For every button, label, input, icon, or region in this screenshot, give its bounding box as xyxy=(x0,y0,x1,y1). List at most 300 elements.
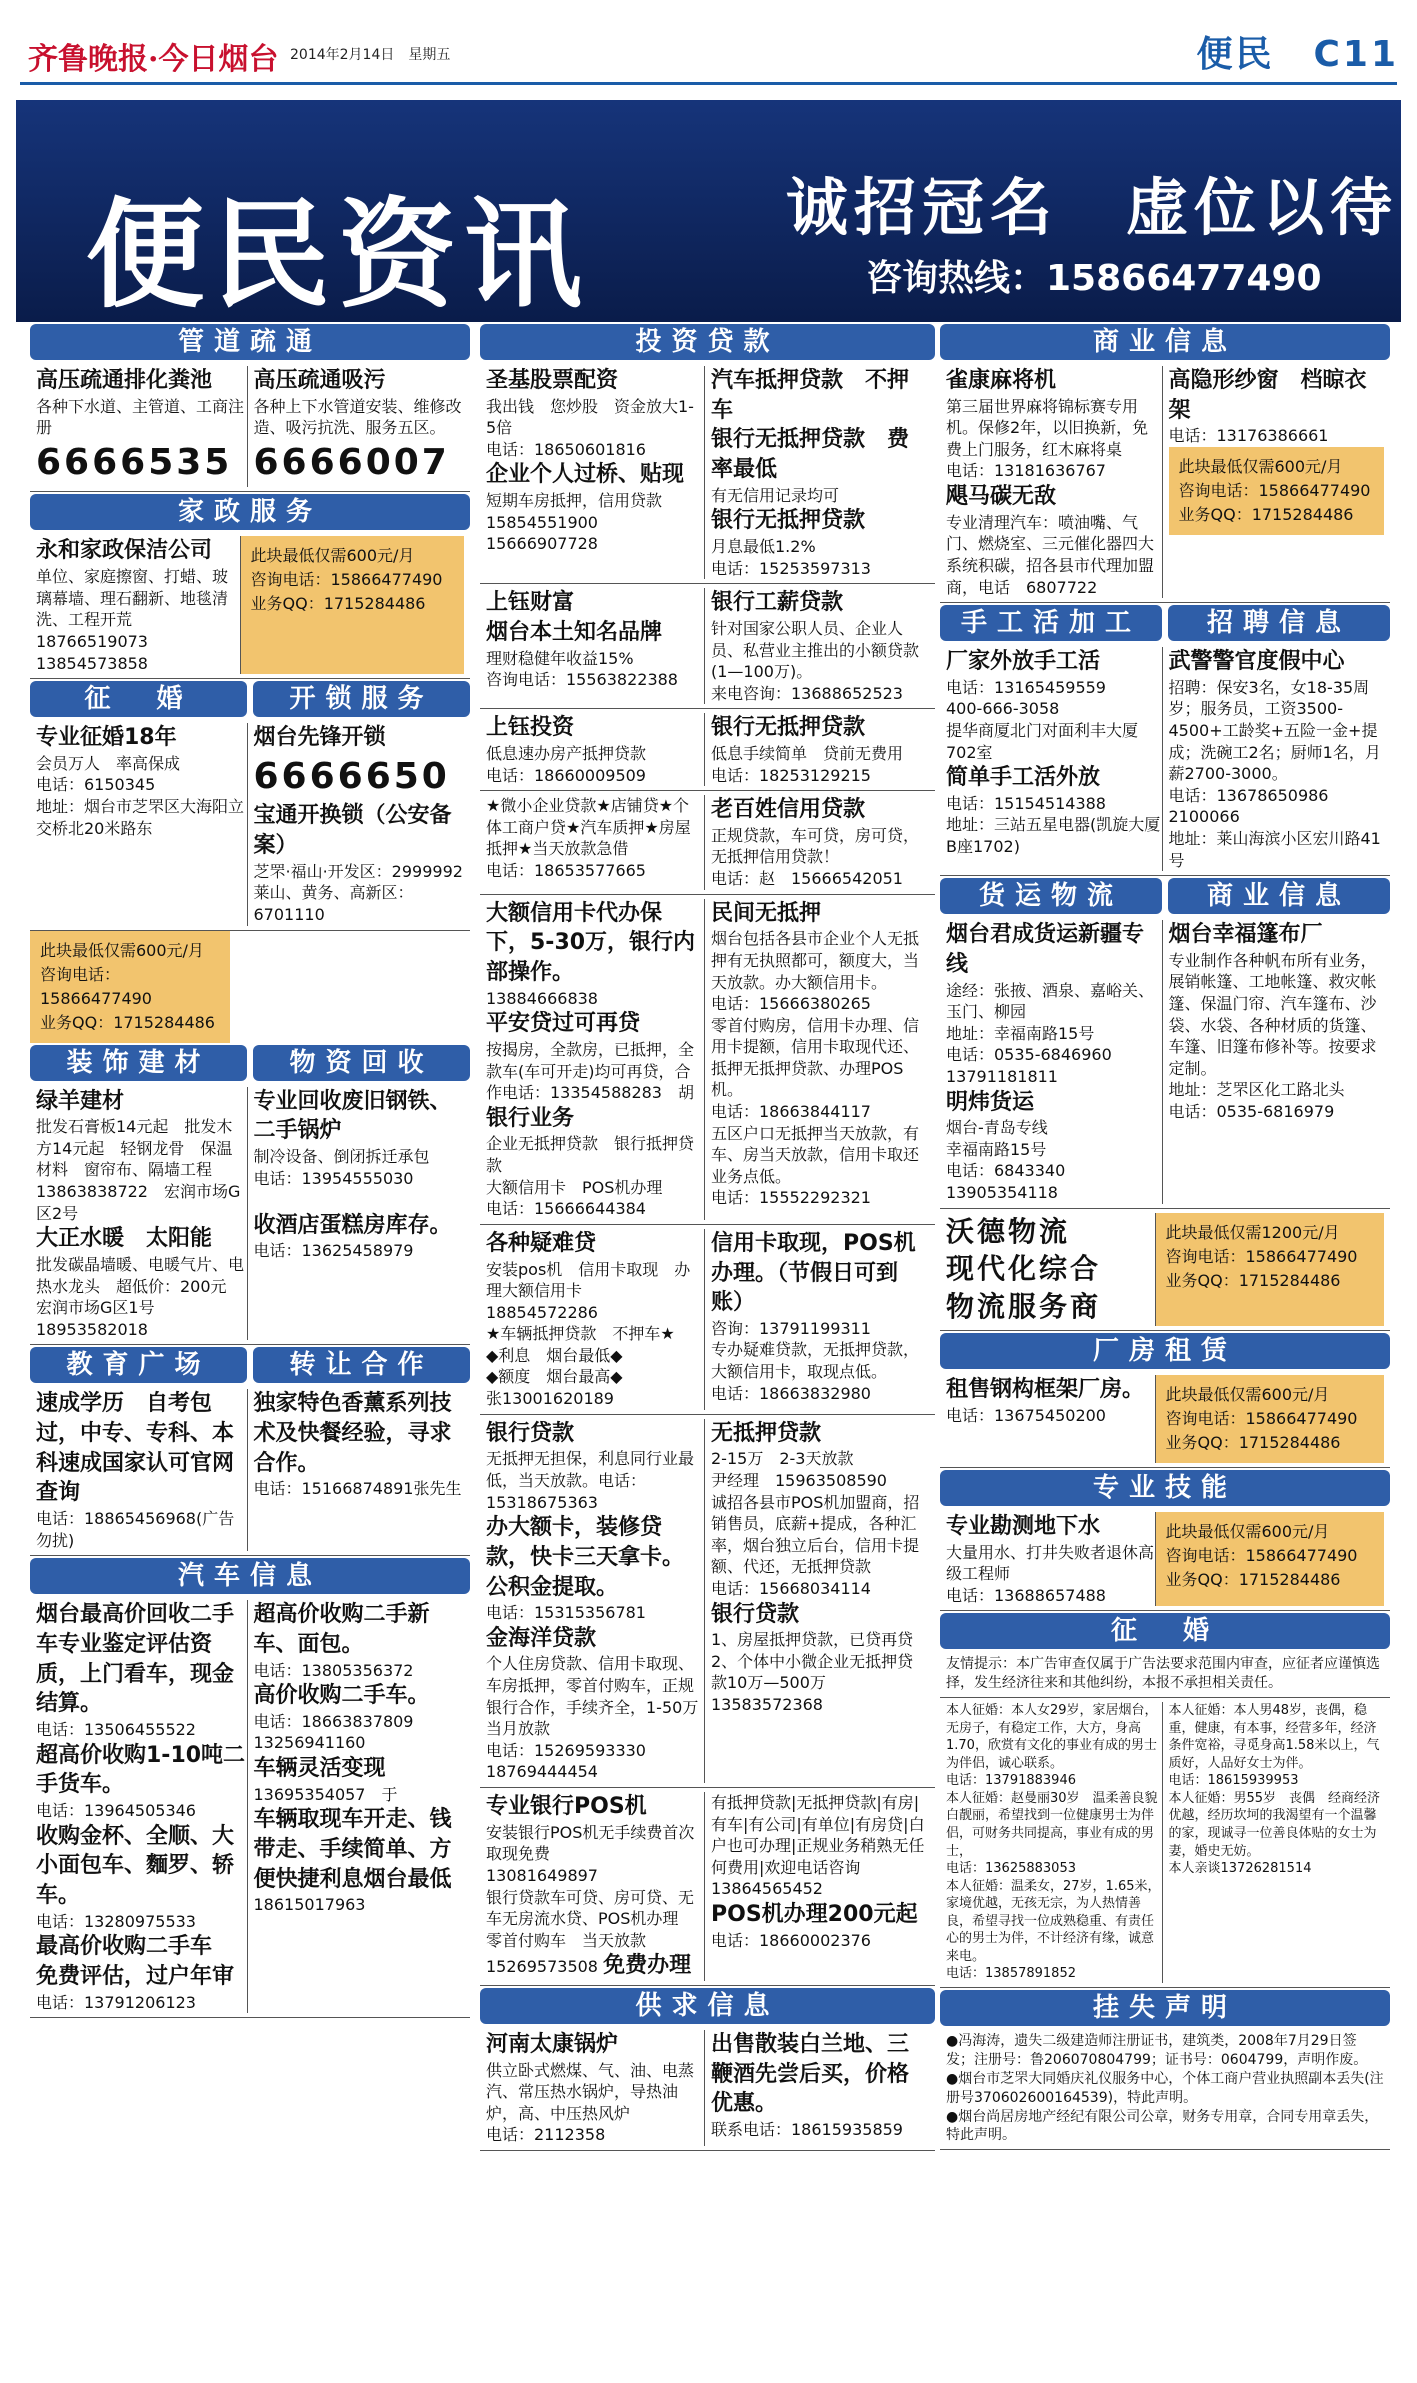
ad-title: 收酒店蛋糕房库存。 xyxy=(253,1212,452,1238)
banner-title: 便民资讯 xyxy=(86,185,591,322)
ad-title: 沃德物流 xyxy=(946,1214,1071,1248)
ad-title: 专业银行POS机 xyxy=(486,1794,647,1820)
placeholder-line: 此块最低仅需600元/月 xyxy=(250,546,415,566)
ad xyxy=(946,920,1163,1203)
ad-phone: 13864565452 xyxy=(711,1879,823,1899)
section-header: 专业技能 xyxy=(940,1470,1390,1506)
ad-title: 大正水暖 太阳能 xyxy=(36,1226,213,1252)
ad-row xyxy=(30,1083,470,1346)
ad-phone: 电话：18663837809 13256941160 xyxy=(253,1711,430,1753)
ad-text: ◆额度 烟台最高◆ xyxy=(486,1367,623,1387)
ad-text: 各种下水道、主管道、工商注册 xyxy=(36,396,245,438)
ad-text: 招聘：保安3名，女18-35周岁；服务员，工资3500-4500+工龄奖+五险一金+提成；洗碗工2名；厨师1名，月薪2700-3000。 xyxy=(1168,677,1381,784)
placeholder-line: 此块最低仅需600元/月 xyxy=(40,940,204,960)
ad-phone: 电话：6843340 13905354118 xyxy=(946,1161,1082,1202)
ad-title: 企业个人过桥、贴现 xyxy=(486,462,685,488)
placeholder-line: 咨询电话：15866477490 xyxy=(1165,1246,1358,1266)
ad-address: 宏润市场G区1号 xyxy=(36,1298,155,1318)
ad-phone: 联系电话：18615935859 xyxy=(711,2120,903,2140)
ad-phone: 电话：15253597313 xyxy=(711,558,871,578)
section-header: 汽车信息 xyxy=(30,1558,470,1594)
ad-phone: 电话：赵 15666542051 xyxy=(711,869,903,889)
section-header: 商业信息 xyxy=(1168,878,1390,914)
ad-text: 有抵押贷款|无抵押贷款|有房|有车|有公司|有单位|有房贷|白户也可办理|正规业务稍熟无任何费用|欢迎电话咨询 xyxy=(711,1793,925,1877)
ad-title: 烟台先锋开锁 xyxy=(253,725,386,751)
ad-row xyxy=(480,2026,935,2151)
ad-title: 武警警官度假中心 xyxy=(1168,649,1345,675)
section-header: 征 婚 xyxy=(30,681,247,717)
banner-slogan: 诚招冠名 虚位以待 xyxy=(786,171,1399,244)
ad-phone: 15269573508 xyxy=(486,1957,598,1977)
ad-title: 大额信用卡代办保下，5-30万，银行内部操作。 xyxy=(486,900,696,985)
ad-phone: 电话：13625458979 xyxy=(253,1241,414,1261)
column-left xyxy=(30,322,470,2018)
ad xyxy=(705,2030,929,2146)
ad-row xyxy=(480,709,935,791)
ad-phone: 13695354057 于 xyxy=(253,1784,398,1804)
placeholder-ad xyxy=(1156,1375,1385,1463)
ad xyxy=(1163,920,1385,1203)
ad-text: 途经：张掖、酒泉、嘉峪关、玉门、柳园 xyxy=(946,980,1155,1022)
ad xyxy=(946,1702,1163,1983)
ad-title: 绿羊建材 xyxy=(36,1088,125,1114)
ad-phone: 电话：18660009509 xyxy=(486,765,646,785)
ad xyxy=(248,723,465,925)
header-row xyxy=(30,1043,470,1083)
ad-text: 有无信用记录均可 xyxy=(711,485,840,505)
ad-phone: 电话：18653577665 xyxy=(486,860,646,880)
ad-phone: 电话：18253129215 xyxy=(711,765,871,785)
ad-address: 地址：烟台市芝罘区大海阳立交桥北20米路东 xyxy=(36,797,245,838)
ad-text: 理财稳健年收益15% xyxy=(486,648,634,668)
header-row xyxy=(940,876,1390,916)
placeholder-line: 此块最低仅需600元/月 xyxy=(1178,456,1343,476)
placeholder-line: 业务QQ：1715284486 xyxy=(1165,1270,1341,1290)
ad-text: 专业清理汽车：喷油嘴、气门、燃烧室、三元催化器四大系统积碳，招各县市代理加盟商，电话 6807722 xyxy=(946,512,1155,597)
ad-phone: 尹经理 15963508590 xyxy=(711,1470,887,1490)
ad-title: 雀康麻将机 xyxy=(946,368,1057,393)
ad-row xyxy=(30,532,470,679)
ad-phone: 400-666-3058 xyxy=(946,699,1060,719)
ad-title: 信用卡取现，POS机办理。（节假日可到账） xyxy=(711,1230,916,1316)
ad-phone: 18953582018 xyxy=(36,1319,148,1339)
ad-title: 各种疑难贷 xyxy=(486,1230,597,1256)
ad-title: 老百姓信用贷款 xyxy=(711,797,866,823)
ad-address: 地址：芝罘区化工路北头 xyxy=(1168,1080,1345,1100)
ad-phone: 电话：13791206123 xyxy=(36,1992,196,2012)
banner xyxy=(16,100,1401,322)
ad-phone: 电话：13506455522 xyxy=(36,1719,196,1739)
ad-title: POS机办理200元起 xyxy=(711,1902,918,1927)
ad-text: 批发石膏板14元起 批发木方14元起 轻钢龙骨 保温材料 窗帘布、隔墙工程 xyxy=(36,1117,233,1180)
ad-title: 高隐形纱窗 档晾衣架 xyxy=(1168,368,1367,423)
ad xyxy=(36,723,248,925)
ad xyxy=(248,1087,465,1341)
ad-row xyxy=(940,1698,1390,1988)
placeholder-line: 咨询电话：15866477490 xyxy=(1165,1545,1358,1565)
placeholder-line: 业务QQ：1715284486 xyxy=(250,594,426,614)
ad-text: 各种上下水管道安装、维修改造、吸污抗洗、服务五区。 xyxy=(253,396,462,438)
ad xyxy=(705,795,929,889)
ad-text: 安装pos机 信用卡取现 办理大额信用卡 xyxy=(486,1259,691,1301)
section-header: 招聘信息 xyxy=(1168,605,1390,641)
ad-phone: 莱山、黄务、高新区：6701110 xyxy=(253,883,414,924)
ad xyxy=(36,1087,248,1341)
ad-address: 提华商厦北门对面利丰大厦702室 xyxy=(946,721,1139,762)
ad-title: 专业回收废旧钢铁、二手锅炉 xyxy=(253,1088,452,1144)
ad-text: 会员万人 率高保成 xyxy=(36,753,181,773)
placeholder-line: 咨询电话：15866477490 xyxy=(1178,480,1371,500)
ad xyxy=(705,713,929,786)
ad-title: 租售钢构框架厂房。 xyxy=(946,1376,1145,1402)
ad-phone: 电话：15666380265 xyxy=(711,994,871,1014)
ad-text: 批发碳晶墙暖、电暖气片、电热水龙头 超低价：200元 xyxy=(36,1254,245,1296)
ad-phone: 本人亲谈13726281514 xyxy=(1168,1861,1312,1877)
ad-title: 专业征婚18年 xyxy=(36,725,177,751)
ad-text: 无抵押无担保，利息同行业最低，当天放款。电话：15318675363 xyxy=(486,1449,695,1512)
ad xyxy=(705,1792,929,1981)
ad-row xyxy=(940,1371,1390,1468)
ad-phone: 来电咨询：13688652523 xyxy=(711,683,903,703)
ad xyxy=(486,1419,705,1783)
placeholder-line: 此块最低仅需600元/月 xyxy=(1165,1521,1330,1541)
placeholder-line: 业务QQ：1715284486 xyxy=(1178,504,1354,524)
ad-text: 烟台包括各县市企业个人无抵押有无执照都可，额度大，当天放款。办大额信用卡。 xyxy=(711,929,920,992)
issue-date: 2014年2月14日 星期五 xyxy=(290,47,451,63)
notice-text: ●烟台尚居房地产经纪有限公司公章，财务专用章，合同专用章丢失，特此声明。 xyxy=(946,2108,1379,2144)
ad-phone: 电话：13678650986 2100066 xyxy=(1168,785,1345,827)
ad-title: 出售散装白兰地、三鞭酒先尝后买，价格优惠。 xyxy=(711,2031,910,2117)
ad-title: 永和家政保洁公司 xyxy=(36,538,213,564)
ad xyxy=(486,588,705,704)
ad-phone: 电话：13954555030 xyxy=(253,1168,414,1188)
ad-phone: 6666007 xyxy=(253,441,450,483)
ad-text: 专业制作各种帆布所有业务，展销帐篷、工地帐篷、救灾帐篷、保温门帘、汽车篷布、沙袋、水袋、各种材质的货篷、车篷、旧篷布修补等。按要求定制。 xyxy=(1168,950,1377,1078)
ad-phone: 13884666838 xyxy=(486,988,598,1008)
ad-row xyxy=(480,791,935,894)
ad-phone: 15854551900 15666907728 xyxy=(486,512,614,554)
ad-title: 烟台本土知名品牌 xyxy=(486,619,663,645)
ad-text: 制冷设备、倒闭拆迁承包 xyxy=(253,1146,430,1166)
ad-title: 简单手工活外放 xyxy=(946,765,1101,791)
section-header: 供求信息 xyxy=(480,1988,935,2024)
ad-title: 银行无抵押贷款 xyxy=(711,715,866,741)
ad-phone: 电话：2112358 xyxy=(486,2125,606,2145)
ad xyxy=(248,366,465,487)
ad-row xyxy=(480,895,935,1225)
ad xyxy=(946,647,1163,871)
section-header: 装饰建材 xyxy=(30,1045,247,1081)
ad-phone: 电话：18865456968(广告勿扰) xyxy=(36,1509,235,1550)
ad-text: 五区户口无抵押当天放款，有车、房当天放款，信用卡取还业务点低。 xyxy=(711,1123,920,1186)
ad-text: 大额信用卡 POS机办理 xyxy=(486,1177,663,1197)
placeholder-ad xyxy=(1169,447,1385,535)
ad-phone: 电话：13280975533 xyxy=(36,1911,196,1931)
ad xyxy=(486,2030,705,2146)
ad-title: 上钰投资 xyxy=(486,715,575,741)
placeholder-line: 此块最低仅需1200元/月 xyxy=(1165,1222,1340,1242)
ad xyxy=(486,1229,705,1410)
ad xyxy=(36,536,241,674)
ad-phone: 电话：15269593330 18769444454 xyxy=(486,1740,662,1782)
notice: 友情提示：本广告审查仅属于广告法要求范围内审查，应征者应谨慎选择，发生经济往来和其他纠纷，本报不承担相关责任。 xyxy=(940,1651,1390,1698)
ad-title: 超高价收购二手新车、面包。 xyxy=(253,1602,430,1657)
ad-title: 银行工薪贷款 xyxy=(711,590,844,616)
ad xyxy=(705,899,929,1220)
ad-title: 无抵押贷款 xyxy=(711,1420,822,1446)
ad-title: 收购金杯、全顺、大小面包车、麵罗、轿车。 xyxy=(36,1823,235,1908)
ad-phone: 电话：15666644384 xyxy=(486,1199,646,1219)
ad xyxy=(486,1792,705,1981)
placeholder-line: 业务QQ：1715284486 xyxy=(40,1012,215,1032)
ad-phone: 电话：0535-6846960 13791181811 xyxy=(946,1045,1128,1086)
ad-text: ◆利息 烟台最低◆ xyxy=(486,1345,623,1365)
ad xyxy=(705,1419,929,1783)
placeholder-line: 咨询电话：15866477490 xyxy=(250,570,443,590)
ad xyxy=(36,1600,248,2013)
section-header: 家政服务 xyxy=(30,494,470,530)
ad xyxy=(705,366,929,579)
section-header: 转让合作 xyxy=(253,1347,470,1383)
ad xyxy=(946,1512,1156,1606)
ad-title: 烟台最高价回收二手车专业鉴定评估资质，上门看车，现金结算。 xyxy=(36,1602,235,1717)
ad-phone: 电话：18660002376 xyxy=(711,1930,871,1950)
ad-text: 个人住房贷款、信用卡取现、车房抵押，零首付购车，正规银行合作，手续齐全，1-50万当月放款 xyxy=(486,1654,699,1739)
placeholder-line: 咨询电话：15866477490 xyxy=(40,964,152,1008)
ad-row xyxy=(940,916,1390,1208)
ad-title: 烟台幸福篷布厂 xyxy=(1168,922,1323,948)
masthead xyxy=(0,0,1417,92)
section-header: 投资贷款 xyxy=(480,324,935,360)
ad-title: 烟台君成货运新疆专线 xyxy=(946,922,1145,977)
placeholder-line: 业务QQ：1715284486 xyxy=(1165,1432,1341,1452)
ad-title: 车辆取现车开走、钱带走、手续简单、方便快捷利息烟台最低 xyxy=(253,1807,452,1892)
ad xyxy=(946,366,1163,598)
ad-title: 银行无抵押贷款 费率最低 xyxy=(711,427,910,483)
ad-row xyxy=(30,1385,470,1556)
ad-phone: 电话：13857891852 xyxy=(946,1966,1076,1982)
notice-text: ●冯海涛，遗失二级建造师注册证书，建筑类，2008年7月29日签发；注册号：鲁206070804799；证书号：0604799，声明作废。 xyxy=(946,2032,1368,2068)
ad-text: 针对国家公职人员、企业人员、私营业主推出的小额贷款(1—100万)。 xyxy=(711,618,920,682)
ad-title: 银行无抵押贷款 xyxy=(711,508,866,534)
ad-row xyxy=(480,584,935,709)
ad-text: 专办疑难贷款，无抵押贷款，大额信用卡，取现点低。 xyxy=(711,1340,920,1382)
ad-text: 低息速办房产抵押贷款 xyxy=(486,743,647,763)
ad xyxy=(1163,1702,1385,1983)
ad xyxy=(486,899,705,1220)
ad-row xyxy=(30,1596,470,2018)
notice-text: ●烟台市芝罘大同婚庆礼仪服务中心，个体工商户营业执照副本丢失(注册号370602600164539)，特此声明。 xyxy=(946,2070,1384,2106)
ad-text: 银行贷款车可贷、房可贷、无车无房流水贷、POS机办理 零首付购车 当天放款 xyxy=(486,1887,695,1950)
ad-row xyxy=(940,643,1390,876)
ad-title: 明炜货运 xyxy=(946,1089,1035,1115)
ad-text: 短期车房抵押，信用贷款 xyxy=(486,491,663,511)
ad-row xyxy=(940,1508,1390,1611)
placeholder-ad xyxy=(30,931,230,1043)
ad xyxy=(946,1375,1156,1463)
ad-text: 本人征婚：本人女29岁，家居烟台，无房子，有稳定工作，大方，身高1.70，欣赏有文化的事业有成的男士为伴侣，诚心联系。 xyxy=(946,1703,1158,1771)
ad-text: 按揭房，全款房，已抵押，全款车(车可开走)均可再贷，合作电话：13354588283 胡 xyxy=(486,1039,695,1103)
placeholder-ad xyxy=(241,536,465,674)
header-row xyxy=(30,1345,470,1385)
ad-phone: 电话：15154514388 xyxy=(946,793,1106,813)
ad-title: 最高价收购二手车 xyxy=(36,1934,213,1960)
ad-phone: 电话：18663844117 xyxy=(711,1102,871,1122)
ad-address: 地址：莱山海滨小区宏川路41号 xyxy=(1168,828,1381,870)
placeholder-line: 咨询电话：15866477490 xyxy=(1165,1408,1358,1428)
ad-title: 高压疏通排化粪池 xyxy=(36,368,213,393)
section-header: 物资回收 xyxy=(253,1045,470,1081)
ad xyxy=(486,366,705,579)
placeholder-line: 此块最低仅需600元/月 xyxy=(1165,1384,1330,1404)
ad-phone: 咨询：13791199311 xyxy=(711,1318,871,1338)
section-header: 开锁服务 xyxy=(253,681,470,717)
ad-text: 月息最低1.2% xyxy=(711,537,816,557)
ad-title: 高价收购二手车。 xyxy=(253,1683,430,1709)
ad-row xyxy=(30,362,470,492)
ad-text: ★车辆抵押贷款 不押车★ xyxy=(486,1324,675,1344)
section-header: 商业信息 xyxy=(940,324,1390,360)
ad-text: 本人征婚：温柔女，27岁，1.65米，家境优越，无孩无宗，为人热情善良，希望寻找一位成熟稳重、有责任心的男士为伴，不计经济有缘，诚意来电。 xyxy=(946,1878,1161,1964)
ad-phone: 电话：15166874891张先生 xyxy=(253,1479,462,1499)
ad-text: 2-15万 2-3天放款 xyxy=(711,1449,854,1469)
column-right xyxy=(940,322,1390,2150)
ad-title: 免费办理 xyxy=(603,1953,692,1979)
ad-text: ★微小企业贷款★店铺贷★个体工商户贷★汽车质押★房屋抵押★当天放款急借 xyxy=(486,796,691,859)
ad-phone: 电话：18650601816 xyxy=(486,439,646,459)
ad-row xyxy=(940,1209,1390,1331)
ad-phone: 电话：15668034114 xyxy=(711,1578,871,1598)
ad-phone: 电话：6150345 xyxy=(36,775,156,795)
ad-title: 汽车抵押贷款 不押车 xyxy=(711,368,910,423)
ad-title: 免费评估，过户年审 xyxy=(36,1963,235,1989)
ad-address: 地址：三站五星电器(凯旋大厦B座1702) xyxy=(946,815,1161,857)
ad-title: 现代化综合 xyxy=(946,1252,1102,1286)
ad-phone: 18615017963 xyxy=(253,1895,366,1915)
ad-row xyxy=(940,362,1390,603)
ad-title: 速成学历 自考包过，中专、专科、本科速成国家认可官网查询 xyxy=(36,1391,235,1506)
ad-phone: 电话：0535-6816979 xyxy=(1168,1102,1335,1121)
ad-text: 安装银行POS机无手续费首次取现免费 xyxy=(486,1822,695,1864)
header-row xyxy=(30,679,470,719)
ad-text: 供立卧式燃煤、气、油、电蒸汽、常压热水锅炉，导热油炉，高、中压热风炉 xyxy=(486,2060,695,2123)
ad-title: 物流服务商 xyxy=(946,1290,1102,1324)
ad-text: 企业无抵押贷款 银行抵押贷款 xyxy=(486,1134,695,1176)
ad-title: 金海洋贷款 xyxy=(486,1625,597,1651)
ad-phone: 电话：13688657488 xyxy=(946,1585,1106,1605)
section-page: 便民 C11 xyxy=(1196,34,1399,75)
ad-text: 1、房屋抵押贷款，已贷再贷 2、个体中小微企业无抵押贷款10万—500万 xyxy=(711,1630,930,1693)
ad-phone: 电话：13165459559 xyxy=(946,677,1106,697)
ad-title: 超高价收购1-10吨二手货车。 xyxy=(36,1742,246,1798)
ad-text: 诚招各县市POS机加盟商，招销售员，底薪+提成，各种汇率，烟台独立后台，信用卡提额、代还，无抵押贷款 xyxy=(711,1492,920,1577)
ad-phone: 电话：18615939953 xyxy=(1168,1773,1299,1789)
ad-title: 飓马碳无敌 xyxy=(946,484,1057,510)
section-header: 管道疏通 xyxy=(30,324,470,360)
ad-phone: 电话：15315356781 xyxy=(486,1603,646,1623)
ad-phone: 6666650 xyxy=(253,755,450,797)
placeholder-ad xyxy=(1156,1213,1385,1326)
ad-text: 大量用水、打井失败者退休高级工程师 xyxy=(946,1542,1155,1584)
ad-phone: 咨询电话：15563822388 xyxy=(486,670,678,690)
ad xyxy=(1163,647,1385,871)
banner-hotline: 咨询热线：15866477490 xyxy=(866,258,1322,299)
ad-title: 宝通开换锁（公安备案） xyxy=(253,803,452,859)
ad-phone: 电话：13625883053 xyxy=(946,1861,1076,1877)
ad-text: 烟台-青岛专线 xyxy=(946,1118,1048,1138)
ad xyxy=(705,1229,929,1410)
ad-phone: 电话：15552292321 xyxy=(711,1188,871,1208)
ad-title: 银行贷款 xyxy=(711,1601,800,1627)
ad xyxy=(36,1389,248,1551)
ad-phone: 电话：13791883946 xyxy=(946,1773,1076,1789)
ad-phone: 18766519073 13854573858 xyxy=(36,631,164,673)
ad-phone: 电话：13805356372 xyxy=(253,1660,414,1680)
ad xyxy=(248,1389,465,1551)
ad xyxy=(486,795,705,889)
ad xyxy=(1163,366,1385,598)
ad-text: 单位、家庭擦窗、打蜡、玻璃幕墙、理石翻新、地毯清洗、工程开荒 xyxy=(36,567,229,630)
ad-title: 平安贷过可再贷 xyxy=(486,1011,641,1037)
ad xyxy=(36,366,248,487)
ad-title: 办大额卡，装修贷款，快卡三天拿卡。公积金提取。 xyxy=(486,1515,685,1600)
ad-row xyxy=(480,1788,935,1986)
column-middle xyxy=(480,322,935,2151)
section-header: 货运物流 xyxy=(940,878,1162,914)
placeholder-ad xyxy=(1156,1512,1385,1606)
ad-address: 地址：幸福南路15号 xyxy=(946,1023,1095,1043)
ad-phone: 张13001620189 xyxy=(486,1389,614,1409)
ad-title: 银行贷款 xyxy=(486,1420,575,1446)
ad-text: 零首付购房，信用卡办理、信用卡提额，信用卡取现代还、抵押无抵押贷款、办理POS机。 xyxy=(711,1015,920,1100)
ad-row xyxy=(480,1225,935,1415)
ad xyxy=(486,713,705,786)
ad xyxy=(946,1213,1156,1326)
ad-title: 独家特色香薰系列技术及快餐经验，寻求合作。 xyxy=(253,1391,452,1476)
ad-phone: 13081649897 xyxy=(486,1865,598,1885)
ad-text: 本人征婚：赵曼丽30岁 温柔善良貌白靓丽，希望找到一位健康男士为伴侣，可财务共同提高，事业有成的男士， xyxy=(946,1790,1158,1859)
ad-row xyxy=(480,362,935,584)
section-header: 厂房租赁 xyxy=(940,1333,1390,1369)
ad-phone: 电话：18663832980 xyxy=(711,1383,871,1403)
section-header: 挂失声明 xyxy=(940,1990,1390,2026)
ad-text: 正规贷款，车可贷，房可贷，无抵押信用贷款！ xyxy=(711,825,920,867)
ad-title: 河南太康锅炉 xyxy=(486,2031,619,2057)
ad-title: 银行业务 xyxy=(486,1105,575,1131)
section-header: 手工活加工 xyxy=(940,605,1162,641)
ad-title: 车辆灵活变现 xyxy=(253,1756,386,1782)
ad-address: 幸福南路15号 xyxy=(946,1139,1047,1159)
ad-phone: 电话：13176386661 xyxy=(1168,426,1329,446)
ad-title: 圣基股票配资 xyxy=(486,368,619,393)
ad-phone: 13583572368 xyxy=(711,1694,823,1714)
ad-title: 厂家外放手工活 xyxy=(946,649,1101,675)
ad-text: 第三届世界麻将锦标赛专用机。保修2年，以旧换新，免费上门服务，红木麻将桌 xyxy=(946,396,1149,459)
ad-text: 低息手续简单 贷前无费用 xyxy=(711,743,904,763)
ad-row xyxy=(30,719,470,930)
placeholder-line: 业务QQ：1715284486 xyxy=(1165,1569,1341,1589)
notice xyxy=(940,2028,1390,2150)
newspaper-brand: 齐鲁晚报·今日烟台 xyxy=(28,42,279,77)
section-header: 教育广场 xyxy=(30,1347,247,1383)
section-header: 征 婚 xyxy=(940,1613,1390,1649)
ad-text: 本人征婚：本人男48岁，丧偶，稳重，健康，有本事，经营多年，经济条件宽裕，寻觅身高1.58米以上，气质好，人品好女士为伴。 xyxy=(1168,1703,1380,1771)
ad-phone: 6666535 xyxy=(36,441,233,483)
ad xyxy=(705,588,929,704)
ad xyxy=(248,1600,465,2013)
ad-phone: 18854572286 xyxy=(486,1302,598,1322)
ad-phone: 电话：13964505346 xyxy=(36,1800,196,1820)
